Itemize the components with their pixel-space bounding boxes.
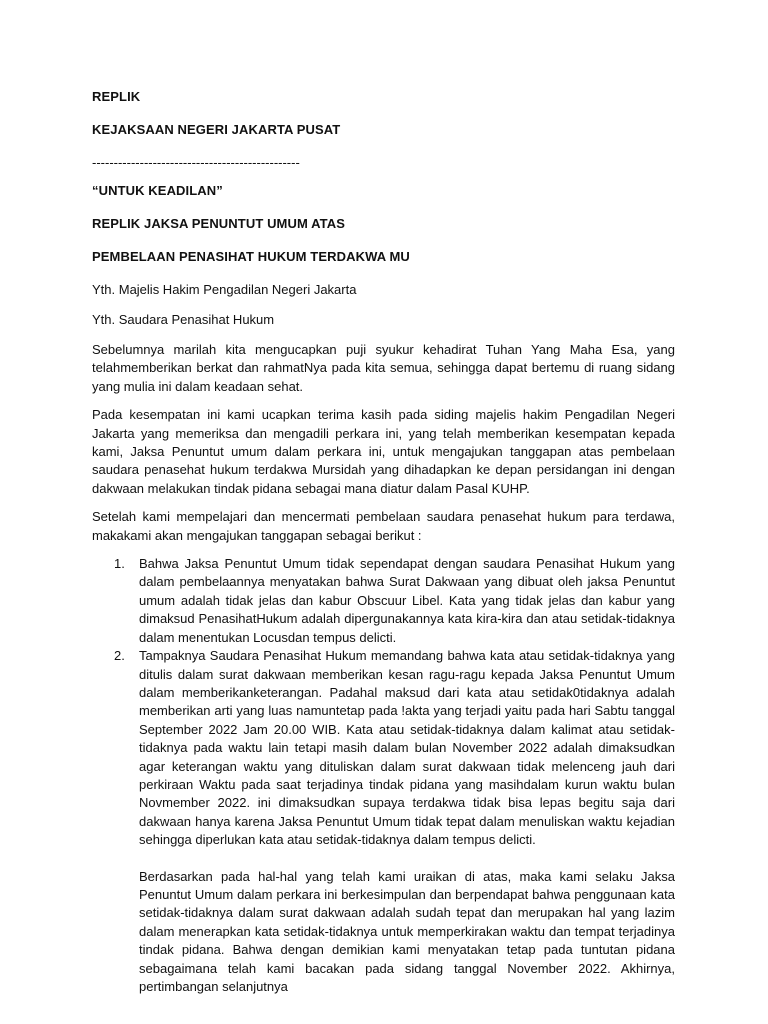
list-item: [92, 647, 675, 849]
addressee-judges: Yth. Majelis Hakim Pengadilan Negeri Jakarta: [92, 282, 357, 297]
gratitude-paragraph: Pada kesempatan ini kami ucapkan terima kasih pada siding majelis hakim Pengadilan Negeri Jakarta yang memeriksa dan mengadili perkara ini, yang telah memberikan kesempatan kepada kami, Jaksa Penuntut umum dalam perkara ini, untuk mengajukan tanggapan atas pembelaan saudara penasehat hukum terdakwa Mursidah yang dihadapkan ke depan persidangan ini dengan dakwaan melakukan tindak pidana sebagai mana diatur dalam Pasal KUHP.: [92, 407, 675, 496]
conclusion-paragraph: Berdasarkan pada hal-hal yang telah kami uraikan di atas, maka kami selaku Jaksa Penuntut Umum dalam perkara ini berkesimpulan dan berpendapat bahwa penggunaan kata setidak-tidaknya dalam surat dakwaan adalah sudah tepat dan merupakan hal yang lazim dalam menerapkan kata setidak-tidaknya untuk memperkirakan waktu dan tempat terjadinya tindak pidana. Bahwa dengan demikian kami menyatakan tetap pada tuntutan pidana sebagaimana telah kami bacakan pada sidang tanggal November 2022. Akhirnya, pertimbangan selanjutnya: [139, 868, 675, 994]
opening-paragraph: Sebelumnya marilah kita mengucapkan puji syukur kehadirat Tuhan Yang Maha Esa, yang telahmemberikan berkat dan rahmatNya pada kita semua, sehingga dapat bertemu di ruang sidang yang mulia ini dalam keadaan sehat.: [92, 342, 675, 394]
document-title: REPLIK: [92, 89, 141, 104]
institution-name: KEJAKSAAN NEGERI JAKARTA PUSAT: [92, 122, 341, 137]
addressee-counsel: Yth. Saudara Penasihat Hukum: [92, 312, 275, 327]
subtitle-line-1: REPLIK JAKSA PENUNTUT UMUM ATAS: [92, 216, 345, 231]
list-item-text: Tampaknya Saudara Penasihat Hukum memandang bahwa kata atau setidak-tidaknya yang ditulis dalam surat dakwaan memberikan kesan ragu-ragu kepada Jaksa Penuntut Umum dalam memberikanketerangan. Padahal maksud dari kata atau setidak0tidaknya adalah memberikan arti yang luas namuntetap pada !akta yang terjadi yaitu pada hari Sabtu tanggal September 2022 Jam 20.00 WIB. Kata atau setidak-tidaknya dalam kalimat atau setidak-tidaknya pada waktu lain tetapi masih dalam bulan November 2022 adalah dimaksudkan agar keterangan waktu yang dituliskan dalam surat dakwaan tidak melenceng jauh dari perkiraan Waktu pada saat terjadinya tindak pidana yang masihdalam kurun waktu bulan Novmember 2022. ini dimaksudkan supaya terdakwa tidak bisa lepas begitu saja dari dakwaan hanya karena Jaksa Penuntut Umum tidak tepat dalam menuliskan waktu kejadian sehingga diperlukan kata atau setidak-tidaknya dalam tempus delicti.: [139, 648, 675, 848]
list-item: [92, 555, 675, 647]
separator-line: ------------------------------------------------: [92, 155, 300, 170]
list-item-number: 2.: [114, 648, 125, 664]
motto: “UNTUK KEADILAN”: [92, 183, 223, 198]
response-points-list: [92, 555, 675, 850]
list-item-text: Bahwa Jaksa Penuntut Umum tidak sependapat dengan saudara Penasihat Hukum yang dalam pembelaannya menyatakan bahwa Surat Dakwaan yang dibuat oleh jaksa Penuntut umum adalah tidak jelas dan kabur Obscuur Libel. Kata yang tidak jelas dan kabur yang dimaksud PenasihatHukum adalah dipergunakannya kata kira-kira dan atau setidak-tidaknya dalam menentukan Locusdan tempus delicti.: [139, 556, 675, 645]
subtitle-line-2: PEMBELAAN PENASIHAT HUKUM TERDAKWA MU: [92, 249, 410, 264]
list-item-number: 1.: [114, 556, 125, 572]
response-intro-paragraph: Setelah kami mempelajari dan mencermati pembelaan saudara penasehat hukum para terdawa, makakami akan mengajukan tanggapan sebagai berikut :: [92, 509, 675, 543]
